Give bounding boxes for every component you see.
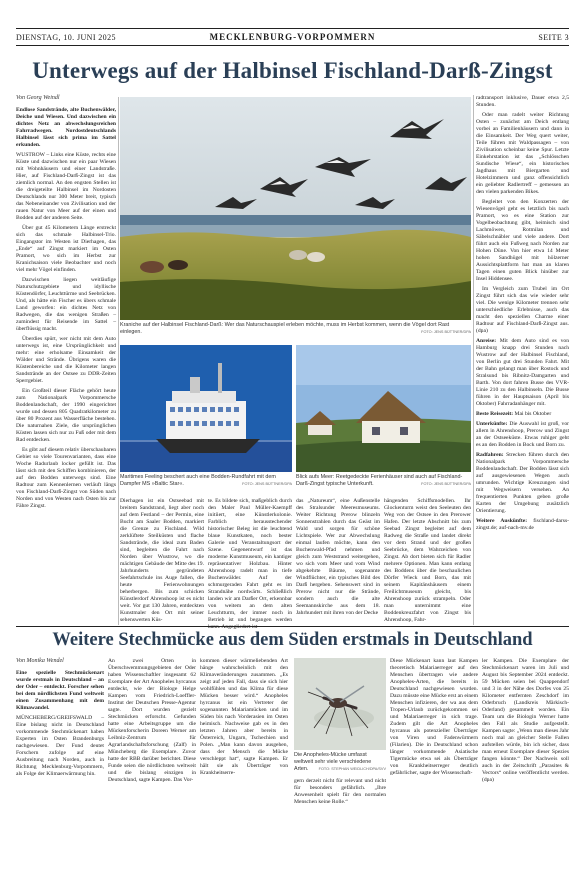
info-text: Mai bis Oktober xyxy=(514,411,552,417)
photo-credit: FOTO: STEPHAN WEIDLICH/DPA/SVV xyxy=(318,767,386,771)
page-number: SEITE 3 xyxy=(538,33,569,42)
article2-headline: Weitere Stechmücke aus dem Süden erstmals in Deutschland xyxy=(52,630,533,650)
info-unterkuenfte xyxy=(476,421,569,449)
paragraph: Es gibt auf diesem relativ überschaubaren Gebiet so viele Tourenvarianten, dass eine Woche Radurlaub locker gefüllt ist. Das lässt sich mit den Schiffen kombinieren, der auf den Bodden unterwegs sind. Eine Radtour zum Kennenlernen verläuft längs von Fischland-Darß-Zingst von Süden nach Norden und von Westen nach Osten bis zur Fähre Zingst. xyxy=(16,447,116,509)
ship-photo-caption xyxy=(120,474,292,488)
article2-column-5: Diese Mückenart kann laut Kampen theoretisch Malariaerreger auf den Menschen übertragen wie andere Anopheles-Arten, die bereits in Deutschland nachgewiesen wurden. Dazu müsste eine Mücke erst an einem Menschen infizieren, der wa aus dem Tropen-Urlaub zurückgekommen sei und Malariaerreger in sich trage. Zudem gilt die Art Anopheles hyrcanus als potenzieller Überträger von Viren und Fadenwürmern (Filarien). Die in Deutschland schon länger vorkommende Asiatische Tigermücke etwa sei als Überträger von Krankheitserreger deutlich gefährlicher, sagte der Wissenschaft- xyxy=(390,658,478,776)
paragraph: WUSTROW – Links eine Küste, rechts eine Küste und dazwischen nur ein paar Wiesen mit Wohnhäusern und einer Landstraße. Hier, auf Fischland-Darß-Zingst ist das ziemlich normal. An den engsten Stellen ist die dreigeteilte Halbinsel im Nordosten Deutschlands nur 300 Meter breit, typisch das Nebeneinander von Zivilisation und der rauen Natur von Meer auf der einen und Bodden auf der anderen Seite. xyxy=(16,152,116,221)
info-label: Unterkünfte: xyxy=(476,421,508,427)
article2-column-4: gern derzeit nicht für relevant und nicht für besonders gefährlich. „Ihre Anwesenheit spielt für den normalen Menschen keine Rolle.“ xyxy=(294,778,386,805)
column-rule xyxy=(118,97,119,625)
cranes-photo xyxy=(120,97,471,320)
article-divider xyxy=(16,626,569,627)
article2-column-2: An zwei Orten in Überschwemmungsgebieten der Oder haben Wissenschaftler insgesamt 62 Exemplare der Art Anopheles hyrcanus entdeckt, wie der Biologe Helge Kampen vom Friedrich-Loeffler-Institut der Deutschen Presse-Agentur sagte. Dort wurden gezielt Stechmücken erforscht. Gefunden hatte eine Arbeitsgruppe um die Mückenforscherin Doreen Werner am Leibniz-Zentrum für Agrarlandschaftsforschung (Zalf) in Müncheberg die Exemplare. Zuvor hatte der RBB darüber berichtet. Diese Funde seien die nördlichsten weltweit und die bislang einzigen in Deutschland, sagte Kampen. Das Vor- xyxy=(108,658,196,783)
article-left-column xyxy=(16,107,116,625)
article-column: hängenden Schiffsmodellen. Ihr Glockenturm weist den Seeleuten den Weg von der Ostsee in den Prerower Hafen. Der letzte Abschnitt bis zum Seebad Zingst begleitet auf dem Radweg die Straße und landet direkt vor dem Strand und der großen Seebrücke, dem Wahrzeichen von Zingst. Ab dort bieten sich für Radler mehrere Optionen. Man kann entlang des Boddens über die beschaulichen Dörfer Wieck und Born, das mit seinem Kapitänshäusern einem Freilichtmuseum gleicht, bis Ahrenshoop zurück strampeln. Oder man unternimmt eine Boddenkreuzfahrt von Zingst bis Ahrenshoop, Fahr- xyxy=(384,498,471,623)
info-radfahren xyxy=(476,452,569,515)
main-photo-caption xyxy=(120,322,471,336)
paragraph: Überdies spürt, wer nicht mit dem Auto unterwegs ist, eine Ursprünglichkeit und mehr: eine erholsame Einsamkeit der Wälder und Strände. Übrigens waren die Küstenbereiche und die Kilometer langen Sandstrände an der Ostsee zu DDR-Zeiten Sperrgebiet. xyxy=(16,336,116,384)
article2-author: Von Monika Wendel xyxy=(16,658,64,664)
article-right-column xyxy=(476,95,569,623)
article-lead: Endlose Sandstrände, alte Buchenwälder, Deiche und Wiesen. Und dazwischen ein dichtes Netz an abwechslungsreichen Fahrradwegen. Nordostdeutschlands Halbinsel lässt sich prima im Sattel erkunden. xyxy=(16,107,116,148)
caption-text: Blick aufs Meer: Reetgedeckte Ferienhäuser sind auch auf Fischland-Darß-Zingst typische Unterkunft. xyxy=(296,474,463,487)
paragraph: radtransport inklusive, Dauer etwa 2,5 Stunden. xyxy=(476,95,569,108)
caption-text: Maritimes Feeling beschert auch eine Bodden-Rundfahrt mit dem Dampfer MS »Baltic Star«. xyxy=(120,474,276,487)
info-text: fischland-darss-zingst.de; auf-nach-mv.de xyxy=(476,518,569,531)
article2-column-6: ler Kampen. Die Exemplare der Stechmückenart waren im Juli und August bis September 2024 entdeckt. 59 Mücken seien bei Quappendorf und 3 in der Nähe des Dorfes von 25 Kilometer entfernten Zeschdorf im Oderbruch (Landkreis Märkisch-Oderland) gesammelt worden. Ein Team um die Biologin Werner hatte den Fall als Studie aufgestellt. Kampen sagte: „Wenn man dieses Jahr noch mal an gleicher Stelle Fallen aufstellen würde, bin ich sicher, dass man erneut Exemplare dieser Spezies fangen könnte.“ Der Nachweis soll auch in der Zeitschrift „Parasites & Vectors“ online veröffentlicht werden. (dpa) xyxy=(482,658,570,783)
info-text: Die Auswahl ist groß, vor allem in Ahrenshoop, Prerow und Zingst an der Ostseeküste. Etwas ruhiger geht es an den Bodden in Bock und Born zu. xyxy=(476,421,569,448)
caption-text: Die Anopheles-Mücke umfasst weltweit sehr viele verschiedene Arten. xyxy=(294,752,372,772)
info-label: Radfahren: xyxy=(476,452,504,458)
paragraph: Dazwischen liegen weitläufige Naturschutzgebiete und idyllische Küstendörfer, Leuchttürme und Seebrücken. Und, als hätte ein Fischer es übers schmale Land geworfen: ein dichtes Netz von Radwegen, die das wenigen Straßen – zumindest für Reisende im Sattel – überflüssig macht. xyxy=(16,277,116,332)
page-header xyxy=(16,28,569,46)
article-headline: Unterwegs auf der Halbinsel Fischland-Darß-Zingst xyxy=(32,58,553,83)
paragraph: MÜNCHEBERG/GREIFSWALD – Eine bislang nicht in Deutschland vorkommende Stechmückenart haben Experten im Osten Brandenburgs nachgewiesen. Der Fund deutet Forschern zufolge auf eine Ausbreitung nach Norden, auch in Richtung Mecklenburg-Vorpommern, als Folge der Klimaerwärmung hin. xyxy=(16,715,104,777)
article2-column-3: kommen dieser wärmeliebenden Art hänge wahrscheinlich mit den Klimaveränderungen zusammen. „Es zeigt auf jeden Fall, dass sie sich hier wohlfühlen und das Klima für diese Mücken besser wird.“ Anopheles hyrcanus ist ein Vertreter der sogenannten Malariamücken und im Süden bis nach Vorderasien im Osten heimisch. Nachweise gab es in den letzten Jahren aber bereits in Österreich, Ungarn, Tschechien und Polen. „Man kann davon ausgehen, dass der Mensch die Mücke verschleppt hat“, sagte Kampen. Er hält sie als Überträger von Krankheitserre- xyxy=(200,658,288,776)
paragraph: Oder man radelt weiter Richtung Osten – zunächst am Deich entlang vorbei an Familienhäusern und dann in die Einsamkeit. Der Weg quert weiter, Teile führen mit Waldpassagen – von Zivilisation scheinbar keine Spur. Letzte Einkehrstation ist das „Schlösschen Sundische Wiese“, ein historisches Jagdhaus mit Biergarten und Hotelzimmern und ganz offensichtlich ein geliebter Radlertreff – gemessen an den vielen parkenden Bikes. xyxy=(476,112,569,195)
info-reisezeit xyxy=(476,411,569,418)
article2-lead: Eine spezielle Stechmückenart wurde erstmals in Deutschland – an der Oder – entdeckt. Forscher sehen bei dem nördlichsten Fund weltweit einen Zusammenhang mit dem Klimawandel. xyxy=(16,670,104,711)
info-label: Anreise: xyxy=(476,338,497,344)
info-text: Strecken führen durch den Nationalpark Vorpommersche Boddenlandschaft. Der Bodden lässt sich auf ausgewiesenen Wegen auch umrunden. Wichtige Kreuzungen sind mit Wegweisern versehen. An frequentierten Punkten geben große Karten der Umgebung zusätzlich Orientierung. xyxy=(476,452,569,514)
photo-credit: FOTO: JENS BÜTTNER/DPA xyxy=(421,482,471,486)
info-label: Weitere Auskünfte: xyxy=(476,518,528,524)
paragraph: Ein Großteil dieser Fläche gehört heute zum Nationalpark Vorpommersche Boddenlandschaft, der 1990 eingerichtet wurde und dessen 805 Quadratkilometer zu über 80 Prozent aus Wasserfläche bestehen. Die naturnahen Ziele, die ursprünglichen Küsten lassen sich nur zu Fuß oder mit dem Rad entdecken. xyxy=(16,388,116,443)
paragraph: Im Vergleich zum Trubel im Ort Zingst führt sich das wie wieder sehr viel. Die wenige Kilometer trennen sehr unterschiedliche Erlebnisse, auch das macht den speziellen Charme einer Radtour auf Fischland-Darß-Zingst aus. (dpa) xyxy=(476,286,569,334)
mosquito-caption xyxy=(294,752,386,773)
caption-text: Kraniche auf der Halbinsel Fischland-Darß: Wer das Naturschauspiel erleben möchte, muss im Herbst kommen, wenn die Vögel dort Rast einlegen. xyxy=(120,322,450,335)
section-title: MECKLENBURG-VORPOMMERN xyxy=(209,32,376,42)
article2-column-1 xyxy=(16,670,104,868)
house-photo-caption xyxy=(296,474,471,488)
ship-photo xyxy=(120,345,292,472)
paragraph: Begleitet von den Konzerten der Wiesenvögel geht es letztlich bis nach Pramort, wo es eine Station zur Vogelbeobachtung gibt, heimisch sind Lachmöwen, Rotmilan und Säbelschnäbler und viele andere. Dort führt auch ein Fußweg nach Norden zur Hohen Düne. Von hier etwa 14 Meter hohen Sandhügel mit hölzerner Aussichtsplattform hat man an klaren Tagen einen guten Blick hinüber zur Insel Hiddensee. xyxy=(476,199,569,282)
paragraph: Über gut 45 Kilometern Länge erstreckt sich das schmale Halbinsel-Trio. Eingangstor im Westen ist Dierhagen, das „Ende“ auf Zingst markiert im Osten Pramort, wo sich im Herbst zur Kranichsaison viele Beobachter und noch viel mehr Vögel einfinden. xyxy=(16,225,116,273)
column-rule xyxy=(473,95,474,625)
issue-date: DIENSTAG, 10. JUNI 2025 xyxy=(16,33,116,42)
info-label: Beste Reisezeit: xyxy=(476,411,514,417)
house-photo xyxy=(296,345,471,472)
article-column: das „Natureum“, eine Außenstelle des Stralsunder Meeresmuseums. Weiter Richtung Prerow blinzeln Sonnenstrahlen durch das Geäst im Wald und sorgen für schöne Lichtspiele. Wer zur Abwechslung einmal laufen möchte, kann den Buchenwald-Pfad nehmen und gleich zum Weststrand weitergehen, wo sich vom Meer und vom Wind abgekehrte Bäume, sogenannte Windflüchter, ein typisches Bild des Darß hergeben. Sehenswert sind in Prerow nicht nur die Strände, sondern auch die alte Seemannskirche aus dem 18. Jahrhundert mit ihren von der Decke xyxy=(296,498,380,616)
mosquito-photo xyxy=(294,658,386,750)
photo-credit: FOTO: JENS BÜTTNER/DPA xyxy=(421,330,471,334)
article-author: Von Georg Weindl xyxy=(16,95,60,101)
info-anreise xyxy=(476,338,569,408)
article-column: te. Es bildete sich, maßgeblich durch den Maler Paul Müller-Kaempff initiiert, eine Künstlerkolonie. Farblich herausstechender historischer Beleg ist die leuchtend blaue Kunstkaten, noch bester Galerie und Veranstaltungsort der Szene. Gegenentwurf ist das moderne Kunstmuseum, ein kantiger repräsentativer Holzbau. Hinter Ahrenshoop radelt man in tiefe Buchenwälder. Auf der schmurgeraden Fahrt geht es im Strandnähe nordwärts. Schließlich landen wir am Darßer Ort, erkennbar von weitem an dem alten Leuchtturm, der immer noch in Betrieb ist und begangen werden kann. Angegliedert ist xyxy=(208,498,292,630)
info-text: Mit dem Auto sind es von Hamburg knapp drei Stunden nach Wustrow auf der Halbinsel Fischland, von Berlin gut drei Stunden Fahrt. Mit der Bahn gelangt man über Rostock und Stralsund bis Ribnitz-Damgarten und Barth. Von dort fahren Busse des VVR-Linie 210 zu den Halbinseln. Die Busse führen in der Hauptsaison (April bis Oktober) Fahrradanhänger mit. xyxy=(476,338,569,407)
article-column: Dierhagen ist ein Ostseebad mit breitem Sandstrand, liegt aber noch auf dem Festland – der Permin, eine Bucht am Saaler Bodden, markiert die Grenze zu Fischland. Wild zerklüftete Steilküsten und flache Sandstrände, die ideal zum Baden sind, begleiten die Fahrt nach Norden über Wustrow, wo die mächtigen Gebäude der Mitte des 19. Jahrhunderts gegründeten Seefahrtschule ins Auge fallen, die heute Ferienwohnungen beherbergen. Bis zum schicken Künstlerdorf Ahrenshoop ist es nicht weit. Vor gut 130 Jahren, entdeckten Kunstmaler den Ort mit seiner sehenswerten Küs- xyxy=(120,498,204,623)
photo-credit: FOTO: JENS BÜTTNER/DPA xyxy=(242,482,292,486)
info-auskuenfte xyxy=(476,518,569,532)
